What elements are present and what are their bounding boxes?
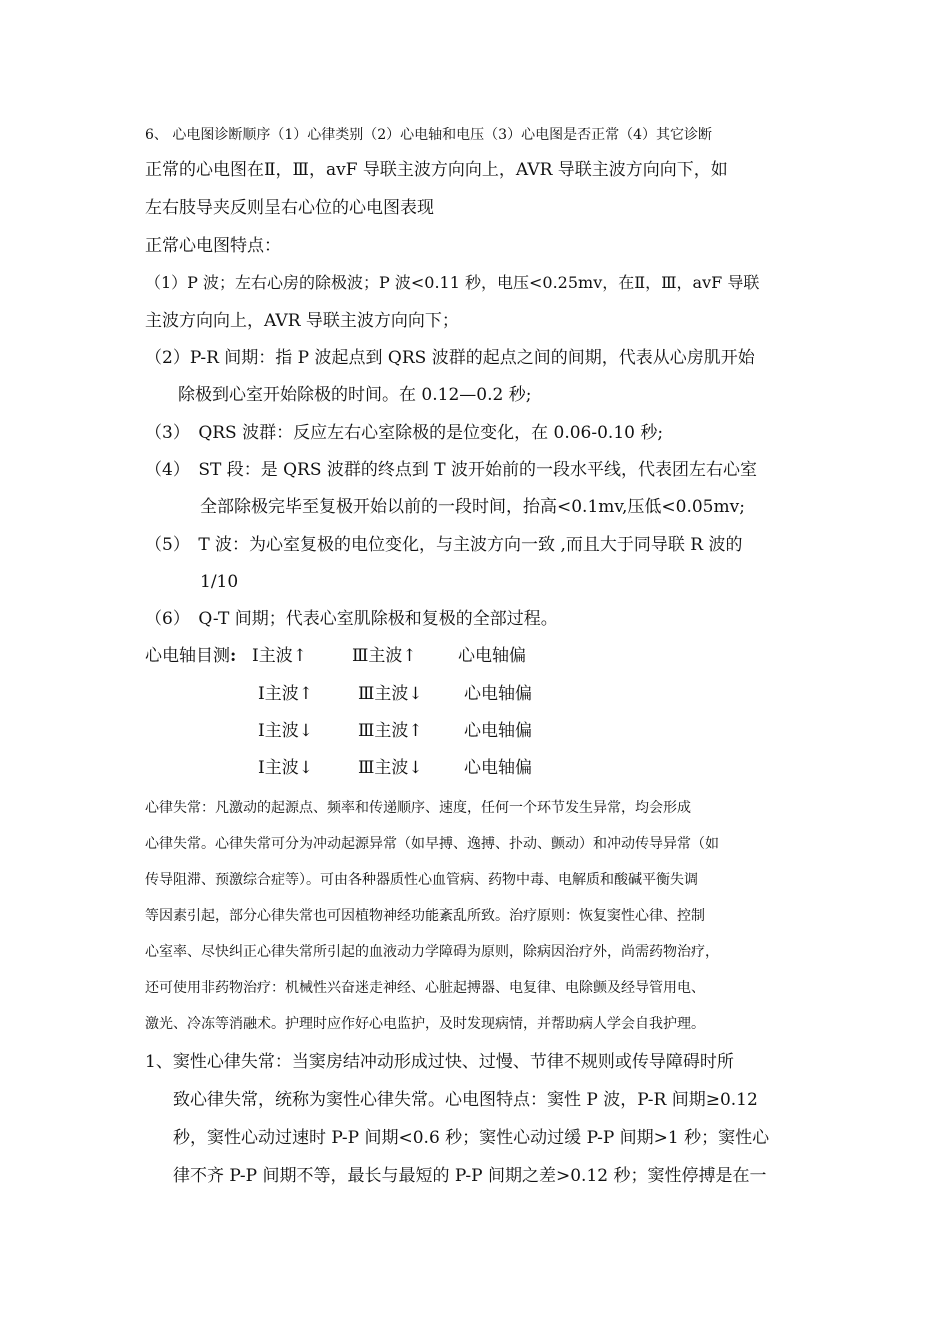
- paragraph-line: 全部除极完毕至复极开始以前的一段时间，抬高<0.1mv,压低<0.05mv;: [200, 497, 745, 517]
- list-item-st-segment: （4） ST 段：是 QRS 波群的终点到 T 波开始前的一段水平线，代表团左右心室: [145, 460, 758, 480]
- paragraph-line: 主波方向向上，AVR 导联主波方向向下；: [145, 311, 459, 331]
- axis-row-4-col-2: Ⅲ主波↓: [358, 758, 423, 778]
- axis-row-3-col-1: Ⅰ主波↓: [258, 721, 313, 741]
- paragraph-line: 秒，窦性心动过速时 P-P 间期<0.6 秒；窦性心动过缓 P-P 间期>1 秒；窦性心: [173, 1128, 770, 1148]
- axis-row-1-col-2: Ⅲ主波↑: [352, 646, 417, 666]
- paragraph-arrhythmia-line: 传导阻滞、预激综合症等）。可由各种器质性心血管病、药物中毒、电解质和酸碱平衡失调: [145, 872, 698, 888]
- list-item-pr-interval: （2）P-R 间期：指 P 波起点到 QRS 波群的起点之间的间期，代表从心房肌开始: [145, 348, 755, 368]
- paragraph-line: 左右肢导夹反则呈右心位的心电图表现: [145, 198, 434, 218]
- paragraph-arrhythmia-line: 心律失常。心律失常可分为冲动起源异常（如早搏、逸搏、扑动、颤动）和冲动传导异常（如: [145, 836, 719, 852]
- axis-row-4-col-3: 心电轴偏: [464, 758, 532, 778]
- paragraph-arrhythmia-line: 还可使用非药物治疗：机械性兴奋迷走神经、心脏起搏器、电复律、电除颤及经导管用电、: [145, 980, 705, 996]
- axis-row-2-col-3: 心电轴偏: [464, 684, 532, 704]
- paragraph-arrhythmia-line: 心室率、尽快纠正心律失常所引起的血液动力学障碍为原则，除病因治疗外，尚需药物治疗，: [145, 944, 719, 960]
- paragraph-line: 致心律失常，统称为窦性心律失常。心电图特点：窦性 P 波，P-R 间期≥0.12: [173, 1090, 758, 1110]
- list-item-sinus-arrhythmia: 1、窦性心律失常：当窦房结冲动形成过快、过慢、节律不规则或传导障碍时所: [145, 1052, 734, 1072]
- axis-row-2-col-1: Ⅰ主波↑: [258, 684, 313, 704]
- paragraph-line: 1/10: [200, 572, 239, 592]
- axis-row-4-col-1: Ⅰ主波↓: [258, 758, 313, 778]
- heading-ecg-diagnosis-order: 6、 心电图诊断顺序（1）心律类别（2）心电轴和电压（3）心电图是否正常（4）其它诊断: [145, 127, 712, 143]
- paragraph-arrhythmia-line: 心律失常：凡激动的起源点、频率和传递顺序、速度，任何一个环节发生异常，均会形成: [145, 800, 691, 816]
- axis-estimation-label: 心电轴目测:: [145, 646, 237, 666]
- axis-row-3-col-3: 心电轴偏: [464, 721, 532, 741]
- axis-row-1-col-1: Ⅰ主波↑: [252, 646, 307, 666]
- paragraph-arrhythmia-line: 激光、冷冻等消融术。护理时应作好心电监护，及时发现病情，并帮助病人学会自我护理。: [145, 1016, 705, 1032]
- paragraph-line: 正常的心电图在Ⅱ，Ⅲ，avF 导联主波方向向上，AVR 导联主波方向向下，如: [145, 160, 728, 180]
- list-item-qt-interval: （6） Q-T 间期；代表心室肌除极和复极的全部过程。: [145, 609, 558, 629]
- axis-row-2-col-2: Ⅲ主波↓: [358, 684, 423, 704]
- list-item-qrs: （3） QRS 波群：反应左右心室除极的是位变化，在 0.06-0.10 秒;: [145, 423, 664, 443]
- list-item-t-wave: （5） T 波：为心室复极的电位变化，与主波方向一致 ,而且大于同导联 R 波的: [145, 535, 743, 555]
- axis-row-1-col-3: 心电轴偏: [458, 646, 526, 666]
- paragraph-line: 律不齐 P-P 间期不等，最长与最短的 P-P 间期之差>0.12 秒；窦性停搏是在一: [173, 1166, 767, 1186]
- list-item-p-wave: （1）P 波；左右心房的除极波；P 波<0.11 秒，电压<0.25mv，在Ⅱ，Ⅲ，avF 导联: [145, 273, 760, 292]
- section-title-normal-ecg: 正常心电图特点：: [145, 236, 281, 256]
- axis-row-3-col-2: Ⅲ主波↑: [358, 721, 423, 741]
- paragraph-arrhythmia-line: 等因素引起，部分心律失常也可因植物神经功能紊乱所致。治疗原则：恢复窦性心律、控制: [145, 908, 705, 924]
- paragraph-line: 除极到心室开始除极的时间。在 0.12—0.2 秒;: [178, 385, 532, 405]
